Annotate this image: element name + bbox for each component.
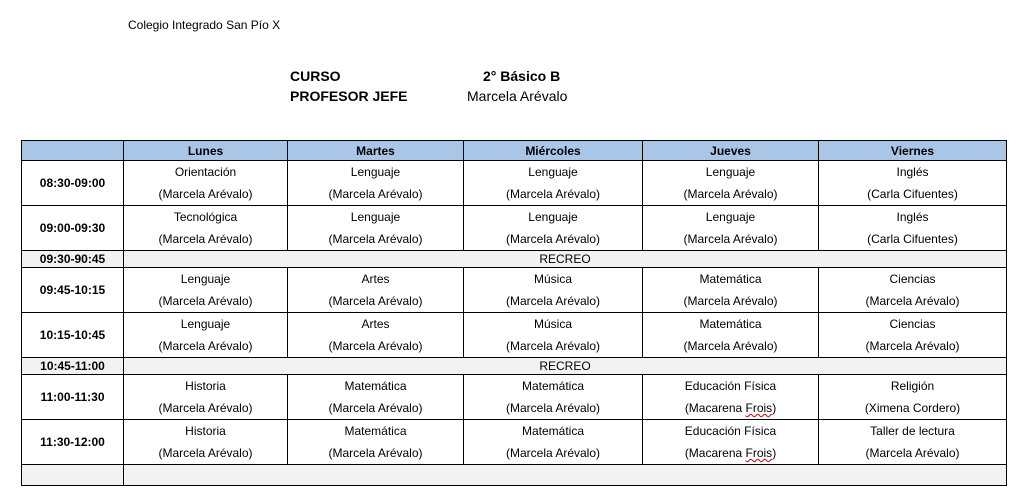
day-header: Martes — [288, 141, 464, 161]
day-header: Jueves — [643, 141, 819, 161]
empty-cell — [22, 465, 124, 486]
subject-name: Lenguaje — [350, 210, 401, 224]
subject-name: Matemática — [344, 424, 407, 438]
teacher-name: (Marcela Arévalo) — [505, 187, 601, 201]
day-header: Miércoles — [464, 141, 643, 161]
subject-name: Matemática — [699, 317, 762, 331]
subject-name: Taller de lectura — [870, 424, 955, 438]
subject-name: Matemática — [521, 379, 585, 393]
class-cell — [643, 420, 819, 465]
empty-row — [22, 465, 1007, 486]
subject-name: Lenguaje — [528, 165, 578, 179]
subject-name: Lenguaje — [705, 165, 756, 179]
teacher-name: (Marcela Arévalo) — [158, 232, 253, 246]
class-cell — [288, 375, 464, 420]
schedule-row — [22, 420, 1007, 465]
time-slot: 11:00-11:30 — [22, 375, 124, 420]
teacher-name: (Marcela Arévalo) — [683, 294, 778, 308]
time-slot: 11:30-12:00 — [22, 420, 124, 465]
header-row — [22, 141, 1007, 161]
class-cell — [124, 268, 288, 313]
teacher-name: (Macarena Frois) — [684, 446, 777, 460]
teacher-name: (Marcela Arévalo) — [683, 339, 778, 353]
teacher-name: (Marcela Arévalo) — [505, 401, 601, 415]
subject-name: Inglés — [896, 210, 929, 224]
teacher-value: Marcela Arévalo — [467, 88, 568, 104]
class-cell — [819, 313, 1007, 358]
subject-name: Música — [533, 272, 572, 286]
class-cell — [124, 375, 288, 420]
teacher-name: (Marcela Arévalo) — [328, 294, 423, 308]
teacher-name: (Marcela Arévalo) — [683, 232, 778, 246]
subject-name: Religión — [890, 379, 935, 393]
course-value: 2° Básico B — [483, 68, 561, 84]
subject-name: Artes — [361, 317, 390, 331]
class-cell — [464, 206, 643, 251]
subject-name: Orientación — [174, 165, 237, 179]
subject-name: Lenguaje — [350, 165, 401, 179]
subject-name: Música — [533, 317, 572, 331]
school-name: Colegio Integrado San Pío X — [128, 18, 281, 32]
break-row — [22, 251, 1007, 268]
break-label: RECREO — [124, 251, 1007, 268]
course-label: CURSO — [290, 68, 341, 84]
teacher-label: PROFESOR JEFE — [290, 88, 408, 104]
teacher-name: (Marcela Arévalo) — [158, 187, 253, 201]
class-cell — [464, 268, 643, 313]
teacher-name: (Marcela Arévalo) — [328, 339, 423, 353]
subject-name: Lenguaje — [180, 317, 231, 331]
class-cell — [288, 313, 464, 358]
class-cell — [124, 420, 288, 465]
teacher-name: (Marcela Arévalo) — [328, 187, 423, 201]
subject-name: Educación Física — [684, 424, 777, 438]
teacher-name: (Marcela Arévalo) — [505, 446, 601, 460]
class-cell — [288, 268, 464, 313]
teacher-name: (Macarena Frois) — [684, 401, 777, 415]
teacher-name: (Marcela Arévalo) — [505, 294, 601, 308]
empty-cell — [124, 465, 1007, 486]
day-header: Viernes — [819, 141, 1007, 161]
subject-name: Historia — [185, 424, 226, 438]
class-cell — [643, 375, 819, 420]
subject-name: Historia — [185, 379, 226, 393]
break-label: RECREO — [124, 358, 1007, 375]
schedule-row — [22, 268, 1007, 313]
schedule-body — [22, 161, 1007, 486]
class-cell — [643, 313, 819, 358]
class-cell — [464, 313, 643, 358]
subject-name: Educación Física — [684, 379, 777, 393]
teacher-name: (Marcela Arévalo) — [158, 339, 253, 353]
teacher-name: (Marcela Arévalo) — [865, 446, 960, 460]
schedule-row — [22, 313, 1007, 358]
teacher-name: (Carla Cifuentes) — [867, 232, 958, 246]
time-slot: 10:15-10:45 — [22, 313, 124, 358]
class-cell — [464, 161, 643, 206]
class-cell — [124, 206, 288, 251]
class-cell — [819, 161, 1007, 206]
subject-name: Artes — [361, 272, 390, 286]
teacher-name: (Marcela Arévalo) — [865, 294, 960, 308]
day-header: Lunes — [124, 141, 288, 161]
time-slot: 09:30-90:45 — [22, 251, 124, 268]
schedule-table — [21, 140, 1007, 486]
class-cell — [288, 206, 464, 251]
class-cell — [643, 268, 819, 313]
teacher-name: (Marcela Arévalo) — [328, 446, 423, 460]
teacher-name: (Marcela Arévalo) — [158, 446, 253, 460]
teacher-name: (Ximena Cordero) — [864, 401, 961, 415]
subject-name: Tecnológica — [173, 210, 238, 224]
class-cell — [819, 268, 1007, 313]
class-cell — [464, 375, 643, 420]
subject-name: Matemática — [344, 379, 407, 393]
teacher-name: (Marcela Arévalo) — [683, 187, 778, 201]
class-cell — [124, 313, 288, 358]
teacher-name: (Marcela Arévalo) — [865, 339, 960, 353]
subject-name: Ciencias — [889, 272, 936, 286]
break-row — [22, 358, 1007, 375]
subject-name: Lenguaje — [705, 210, 756, 224]
class-cell — [643, 161, 819, 206]
subject-name: Lenguaje — [180, 272, 231, 286]
subject-name: Ciencias — [889, 317, 936, 331]
time-slot: 09:45-10:15 — [22, 268, 124, 313]
subject-name: Inglés — [896, 165, 929, 179]
teacher-name: (Marcela Arévalo) — [158, 294, 253, 308]
schedule-row — [22, 375, 1007, 420]
class-cell — [124, 161, 288, 206]
class-cell — [643, 206, 819, 251]
class-cell — [819, 206, 1007, 251]
time-slot: 09:00-09:30 — [22, 206, 124, 251]
class-cell — [288, 161, 464, 206]
schedule-row — [22, 161, 1007, 206]
subject-name: Matemática — [521, 424, 585, 438]
class-cell — [819, 375, 1007, 420]
time-slot: 10:45-11:00 — [22, 358, 124, 375]
teacher-name: (Marcela Arévalo) — [505, 339, 601, 353]
class-cell — [819, 420, 1007, 465]
teacher-name: (Marcela Arévalo) — [328, 401, 423, 415]
teacher-name: (Marcela Arévalo) — [328, 232, 423, 246]
subject-name: Matemática — [699, 272, 762, 286]
time-slot: 08:30-09:00 — [22, 161, 124, 206]
header-corner — [22, 141, 124, 161]
class-cell — [288, 420, 464, 465]
subject-name: Lenguaje — [528, 210, 578, 224]
schedule-row — [22, 206, 1007, 251]
class-cell — [464, 420, 643, 465]
teacher-name: (Marcela Arévalo) — [505, 232, 601, 246]
teacher-name: (Carla Cifuentes) — [867, 187, 958, 201]
teacher-name: (Marcela Arévalo) — [158, 401, 253, 415]
